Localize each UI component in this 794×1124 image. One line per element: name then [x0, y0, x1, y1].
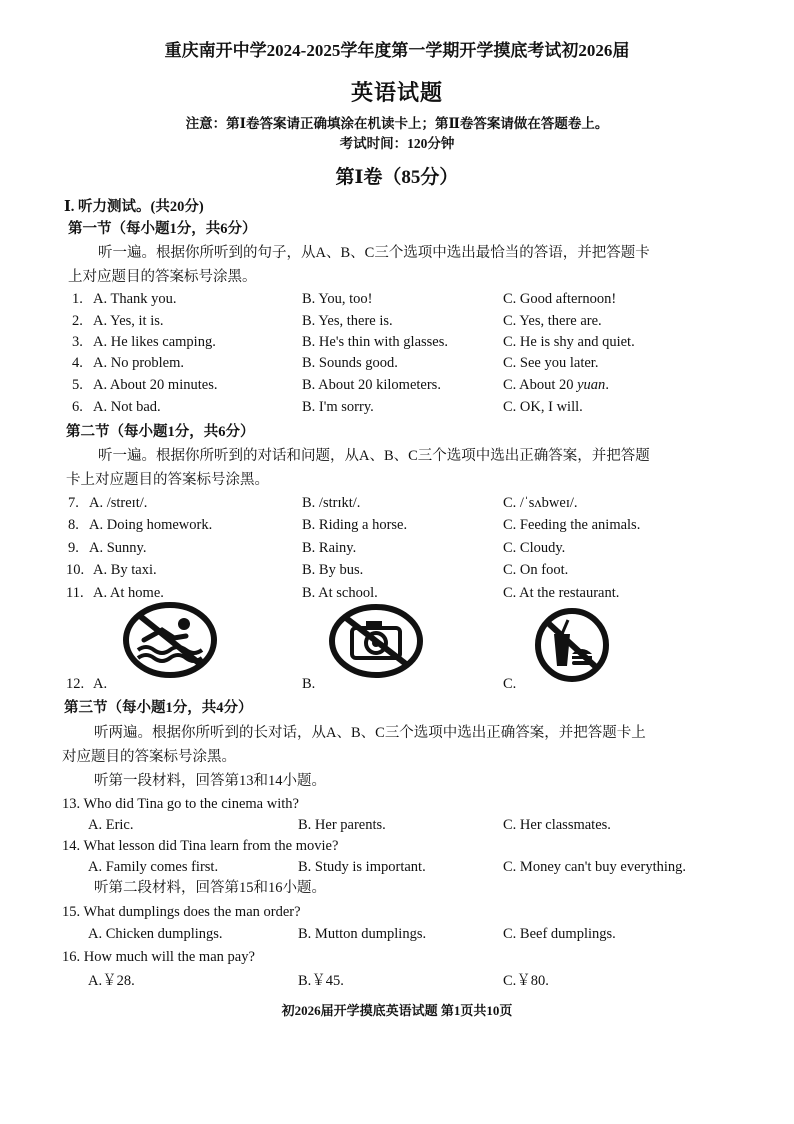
part1-title: Ⅰ. 听力测试。(共20分) — [64, 199, 204, 215]
q7-number: 7. — [68, 495, 79, 511]
q3-option-a: A. He likes camping. — [93, 334, 216, 350]
q12-option-c: C. — [503, 676, 517, 692]
q11-option-a: A. At home. — [93, 585, 164, 601]
q2-number: 2. — [72, 313, 83, 329]
q8-option-b: B. Riding a horse. — [302, 517, 408, 533]
no-swimming-icon — [122, 602, 218, 678]
q5-option-c — [503, 376, 609, 394]
q2-option-c: C. Yes, there are. — [503, 313, 602, 329]
q9-option-c: C. Cloudy. — [503, 540, 566, 556]
q14-option-c: C. Money can't buy everything. — [503, 859, 687, 875]
material1-note: 听第一段材料，回答第13和14小题。 — [94, 773, 326, 789]
q6-number: 6. — [72, 399, 83, 415]
q7-option-c: C. /ˈsʌbweɪ/. — [503, 495, 578, 511]
q11-number: 11. — [66, 585, 84, 601]
q5-option-c-text: C. About 20 — [503, 377, 578, 393]
q5-option-c-end: . — [605, 377, 609, 393]
q15-option-c: C. Beef dumplings. — [503, 926, 616, 942]
q15-question: 15. What dumplings does the man order? — [62, 904, 301, 920]
subject-title: 英语试题 — [350, 80, 443, 105]
q15-option-b: B. Mutton dumplings. — [298, 926, 427, 942]
section2-instruction-cont: 卡上对应题目的答案标号涂黑。 — [66, 472, 269, 488]
q16-option-a: A.￥28. — [88, 973, 135, 989]
section2-instruction: 听一遍。根据你所听到的对话和问题，从A、B、C三个选项中选出正确答案，并把答题 — [98, 448, 650, 464]
section3-instruction-cont: 对应题目的答案标号涂黑。 — [62, 749, 236, 765]
q8-option-c: C. Feeding the animals. — [503, 517, 641, 533]
section3-title: 第三节（每小题1分，共4分） — [64, 700, 253, 716]
q9-option-b: B. Rainy. — [302, 540, 357, 556]
q5-number: 5. — [72, 377, 83, 393]
q2-option-b: B. Yes, there is. — [302, 313, 393, 329]
section1-instruction-cont: 上对应题目的答案标号涂黑。 — [68, 269, 257, 285]
section1-title: 第一节（每小题1分，共6分） — [68, 221, 257, 237]
q14-question: 14. What lesson did Tina learn from the movie? — [62, 838, 339, 854]
q4-option-b: B. Sounds good. — [302, 355, 398, 371]
school-title: 重庆南开中学2024-2025学年度第一学期开学摸底考试初2026届 — [164, 41, 630, 60]
q3-option-c: C. He is shy and quiet. — [503, 334, 635, 350]
no-food-drink-icon — [532, 608, 612, 682]
q2-option-a: A. Yes, it is. — [93, 313, 164, 329]
q13-option-c: C. Her classmates. — [503, 817, 611, 833]
q10-option-b: B. By bus. — [302, 562, 364, 578]
q5-option-b: B. About 20 kilometers. — [302, 377, 441, 393]
q6-option-a: A. Not bad. — [93, 399, 161, 415]
material2-note: 听第二段材料，回答第15和16小题。 — [94, 880, 326, 896]
q14-option-a: A. Family comes first. — [88, 859, 219, 875]
no-photography-icon — [328, 604, 424, 678]
q16-question: 16. How much will the man pay? — [62, 949, 255, 965]
q15-option-a: A. Chicken dumplings. — [88, 926, 223, 942]
exam-time: 考试时间：120分钟 — [339, 136, 455, 151]
q6-option-b: B. I'm sorry. — [302, 399, 374, 415]
q16-option-c: C.￥80. — [503, 973, 549, 989]
q9-option-a: A. Sunny. — [89, 540, 147, 556]
q5-option-a: A. About 20 minutes. — [93, 377, 218, 393]
page-footer: 初2026届开学摸底英语试题 第1页共10页 — [281, 1003, 513, 1018]
q11-option-c: C. At the restaurant. — [503, 585, 620, 601]
q13-option-b: B. Her parents. — [298, 817, 386, 833]
notice: 注意：第Ⅰ卷答案请正确填涂在机读卡上；第Ⅱ卷答案请做在答题卷上。 — [185, 116, 609, 131]
q8-number: 8. — [68, 517, 79, 533]
q13-question: 13. Who did Tina go to the cinema with? — [62, 796, 299, 812]
q9-number: 9. — [68, 540, 79, 556]
q1-option-b: B. You, too! — [302, 291, 373, 307]
q14-option-b: B. Study is important. — [298, 859, 426, 875]
q4-number: 4. — [72, 355, 83, 371]
q12-option-a: A. — [93, 676, 108, 692]
q16-option-b: B.￥45. — [298, 973, 344, 989]
q4-option-a: A. No problem. — [93, 355, 185, 371]
q12-option-b: B. — [302, 676, 316, 692]
section1-instruction: 听一遍。根据你所听到的句子，从A、B、C三个选项中选出最恰当的答语，并把答题卡 — [98, 245, 650, 261]
section3-instruction: 听两遍。根据你所听到的长对话，从A、B、C三个选项中选出正确答案，并把答题卡上 — [94, 725, 646, 741]
q1-option-c: C. Good afternoon! — [503, 291, 617, 307]
section2-title: 第二节（每小题1分，共6分） — [66, 424, 255, 440]
q7-option-a: A. /streɪt/. — [89, 495, 148, 511]
q1-option-a: A. Thank you. — [93, 291, 177, 307]
q10-option-c: C. On foot. — [503, 562, 569, 578]
q8-option-a: A. Doing homework. — [89, 517, 213, 533]
q6-option-c: C. OK, I will. — [503, 399, 583, 415]
q10-number: 10. — [66, 562, 85, 578]
q11-option-b: B. At school. — [302, 585, 378, 601]
q3-number: 3. — [72, 334, 83, 350]
q5-option-c-unit: yuan — [577, 377, 606, 393]
q3-option-b: B. He's thin with glasses. — [302, 334, 448, 350]
q10-option-a: A. By taxi. — [93, 562, 157, 578]
volume-title: 第Ⅰ卷（85分） — [335, 167, 459, 188]
q4-option-c: C. See you later. — [503, 355, 599, 371]
q12-number: 12. — [66, 676, 85, 692]
q1-number: 1. — [72, 291, 83, 307]
q7-option-b: B. /strɪkt/. — [302, 495, 361, 511]
q13-option-a: A. Eric. — [88, 817, 134, 833]
